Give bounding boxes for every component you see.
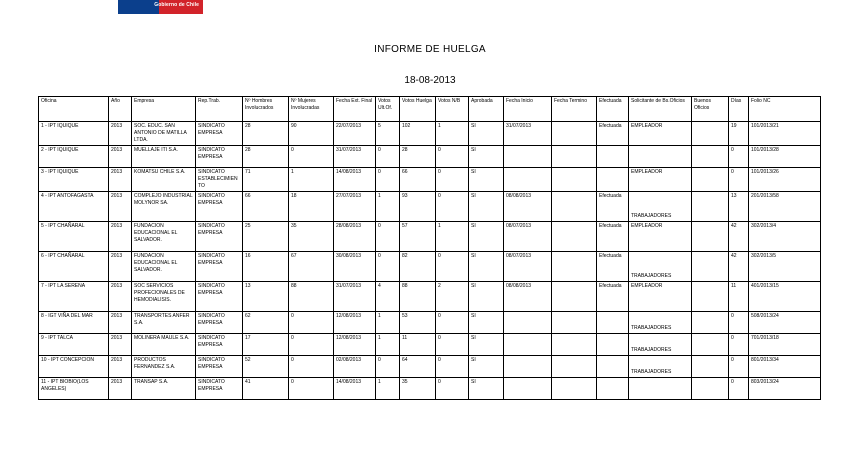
logo-text: Gobierno de Chile <box>154 2 199 8</box>
column-header: Efectuada <box>597 97 629 122</box>
table-cell: 35 <box>400 378 436 400</box>
table-cell: TRANSPORTES ANFER S.A. <box>132 312 196 334</box>
table-cell: EMPLEADOR <box>629 222 692 252</box>
table-cell: 302/2013/4 <box>749 222 821 252</box>
table-cell: 14/08/2013 <box>334 168 376 192</box>
table-cell: SINDICATO EMPRESA <box>196 146 243 168</box>
table-cell: 11 <box>400 334 436 356</box>
table-cell: 801/2013/34 <box>749 356 821 378</box>
column-header: Empresa <box>132 97 196 122</box>
table-cell: 1 <box>436 222 469 252</box>
table-cell: 0 <box>436 192 469 222</box>
table-cell: 27/07/2013 <box>334 192 376 222</box>
table-cell: SINDICATO EMPRESA <box>196 356 243 378</box>
column-header: Días <box>729 97 749 122</box>
table-cell: SINDICATO EMPRESA <box>196 334 243 356</box>
table-cell: 2013 <box>109 356 132 378</box>
table-cell: 53 <box>400 312 436 334</box>
table-cell: 0 <box>729 356 749 378</box>
table-cell: 6 - IPT CHAÑARAL <box>39 252 109 282</box>
report-date: 18-08-2013 <box>404 75 456 86</box>
table-cell: SI <box>469 312 504 334</box>
table-cell: 2013 <box>109 192 132 222</box>
table-cell: SI <box>469 168 504 192</box>
table-cell: TRABAJADORES <box>629 192 692 222</box>
table-cell: 93 <box>400 192 436 222</box>
table-cell: SI <box>469 282 504 312</box>
column-header: Oficina <box>39 97 109 122</box>
table-cell: 0 <box>376 356 400 378</box>
table-cell: 0 <box>289 356 334 378</box>
table-cell: 0 <box>376 146 400 168</box>
table-cell: 0 <box>289 334 334 356</box>
table-cell: 2013 <box>109 312 132 334</box>
table-cell: 0 <box>729 168 749 192</box>
table-cell: 8 - IGT VIÑA DEL MAR <box>39 312 109 334</box>
column-header: Buenos Oficios <box>692 97 729 122</box>
table-cell: 0 <box>729 146 749 168</box>
table-cell <box>552 312 597 334</box>
table-cell: 2013 <box>109 378 132 400</box>
table-cell: 803/2013/24 <box>749 378 821 400</box>
column-header: Folio NC <box>749 97 821 122</box>
table-cell <box>504 168 552 192</box>
table-cell: 701/2013/18 <box>749 334 821 356</box>
table-cell: 88 <box>289 282 334 312</box>
table-cell: EMPLEADOR <box>629 122 692 146</box>
table-row <box>39 192 821 222</box>
table-cell: 22/07/2013 <box>334 122 376 146</box>
table-cell: 11 <box>729 282 749 312</box>
table-cell: 08/08/2013 <box>504 192 552 222</box>
table-body <box>39 122 821 400</box>
table-cell: 66 <box>243 192 289 222</box>
table-cell: 12/08/2013 <box>334 334 376 356</box>
table-cell: SINDICATO EMPRESA <box>196 252 243 282</box>
table-cell: MUELLAJE ITI S.A. <box>132 146 196 168</box>
table-row <box>39 122 821 146</box>
table-cell: 19 <box>729 122 749 146</box>
table-cell: 101/2013/21 <box>749 122 821 146</box>
table-cell <box>597 146 629 168</box>
table-cell: 0 <box>729 334 749 356</box>
table-cell: 67 <box>289 252 334 282</box>
table-cell: 0 <box>436 146 469 168</box>
table-cell: 08/08/2013 <box>504 282 552 312</box>
table-cell: EMPLEADOR <box>629 282 692 312</box>
table-cell: 17 <box>243 334 289 356</box>
table-cell <box>552 252 597 282</box>
table-cell <box>597 312 629 334</box>
table-cell <box>692 168 729 192</box>
table-cell: SI <box>469 252 504 282</box>
table-cell: 90 <box>289 122 334 146</box>
table-cell <box>552 168 597 192</box>
table-row <box>39 168 821 192</box>
table-cell: 2013 <box>109 282 132 312</box>
table-cell <box>692 356 729 378</box>
table-cell: 88 <box>400 282 436 312</box>
table-cell: 1 <box>376 192 400 222</box>
table-cell: SI <box>469 334 504 356</box>
table-cell: SINDICATO EMPRESA <box>196 222 243 252</box>
table-cell <box>692 122 729 146</box>
table-cell: Efectuada <box>597 252 629 282</box>
table-cell: COMPLEJO INDUSTRIAL MOLYNOR SA. <box>132 192 196 222</box>
table-cell: 0 <box>436 312 469 334</box>
table-cell: 102 <box>400 122 436 146</box>
table-cell: 18 <box>289 192 334 222</box>
table-cell: Efectuada <box>597 282 629 312</box>
table-cell: 2013 <box>109 222 132 252</box>
table-cell: 2 - IPT IQUIQUE <box>39 146 109 168</box>
table-cell <box>597 378 629 400</box>
table-cell: 02/08/2013 <box>334 356 376 378</box>
table-cell <box>692 252 729 282</box>
table-cell: 28 <box>243 122 289 146</box>
table-cell <box>504 356 552 378</box>
column-header: Votos Ult.Of. <box>376 97 400 122</box>
table-cell: 1 <box>376 312 400 334</box>
table-cell: 0 <box>436 378 469 400</box>
table-cell <box>504 312 552 334</box>
table-cell: PRODUCTOS FERNANDEZ S.A. <box>132 356 196 378</box>
table-cell <box>552 122 597 146</box>
table-cell <box>692 146 729 168</box>
table-cell: 2013 <box>109 334 132 356</box>
table-cell: 42 <box>729 252 749 282</box>
gobierno-logo <box>118 0 203 14</box>
table-cell: 52 <box>243 356 289 378</box>
column-header: Fecha Ext. Final <box>334 97 376 122</box>
table-cell: 7 - IPT LA SERENA <box>39 282 109 312</box>
table-header-row <box>39 97 821 122</box>
table-row <box>39 334 821 356</box>
table-cell: Efectuada <box>597 122 629 146</box>
column-header: Rep.Trab. <box>196 97 243 122</box>
table-cell: 0 <box>436 356 469 378</box>
table-cell: 508/2013/24 <box>749 312 821 334</box>
table-cell <box>504 334 552 356</box>
table-cell <box>552 222 597 252</box>
table-cell: SINDICATO EMPRESA <box>196 378 243 400</box>
table-cell: SOC SERVICIOS PROFECIONALES DE HEMODIALISIS. <box>132 282 196 312</box>
table-row <box>39 356 821 378</box>
table-cell: TRABAJADORES <box>629 356 692 378</box>
table-cell: 35 <box>289 222 334 252</box>
table-cell: 82 <box>400 252 436 282</box>
table-cell <box>552 378 597 400</box>
table-cell: Efectuada <box>597 222 629 252</box>
table-cell: 16 <box>243 252 289 282</box>
table-cell: 66 <box>400 168 436 192</box>
column-header: Votos Huelga <box>400 97 436 122</box>
table-cell: 10 - IPT CONCEPCION <box>39 356 109 378</box>
table-cell <box>552 282 597 312</box>
table-cell: 08/07/2013 <box>504 252 552 282</box>
table-cell: 101/2013/28 <box>749 146 821 168</box>
table-row <box>39 222 821 252</box>
table-cell <box>692 222 729 252</box>
table-cell <box>552 356 597 378</box>
table-cell: 101/2013/26 <box>749 168 821 192</box>
table-cell: SI <box>469 222 504 252</box>
table-cell: TRABAJADORES <box>629 334 692 356</box>
table-cell: 42 <box>729 222 749 252</box>
report-title: INFORME DE HUELGA <box>374 44 486 55</box>
table-cell: 13 <box>243 282 289 312</box>
table-cell: 5 - IPT CHAÑARAL <box>39 222 109 252</box>
table-cell: 0 <box>376 252 400 282</box>
strike-report-table <box>38 96 821 400</box>
table-cell: 201/2013/58 <box>749 192 821 222</box>
table-cell: 0 <box>729 378 749 400</box>
table-cell <box>597 356 629 378</box>
table-cell: 2013 <box>109 122 132 146</box>
table-cell: 71 <box>243 168 289 192</box>
table-cell: TRABAJADORES <box>629 252 692 282</box>
table-cell: 2013 <box>109 252 132 282</box>
table-cell <box>504 146 552 168</box>
table-cell <box>629 378 692 400</box>
table-cell: 2013 <box>109 146 132 168</box>
column-header: Nº Mujeres Involucradas <box>289 97 334 122</box>
table-cell: SOC. EDUC. SAN ANTONIO DE MATILLA LTDA. <box>132 122 196 146</box>
table-cell: EMPLEADOR <box>629 168 692 192</box>
table-cell <box>504 378 552 400</box>
table-cell: 4 <box>376 282 400 312</box>
table-cell: 28 <box>400 146 436 168</box>
table-cell: SI <box>469 122 504 146</box>
table-cell: SI <box>469 356 504 378</box>
table-cell <box>552 146 597 168</box>
table-cell: 0 <box>436 252 469 282</box>
column-header: Votos N/B <box>436 97 469 122</box>
table-cell <box>597 334 629 356</box>
table-cell: 30/08/2013 <box>334 252 376 282</box>
table-cell: 302/2013/5 <box>749 252 821 282</box>
table-cell <box>629 146 692 168</box>
table-cell: Efectuada <box>597 192 629 222</box>
table-row <box>39 252 821 282</box>
table-cell: 0 <box>289 378 334 400</box>
table-cell: 1 <box>376 334 400 356</box>
table-cell: 41 <box>243 378 289 400</box>
table-cell: 1 <box>376 378 400 400</box>
table-cell: 13 <box>729 192 749 222</box>
table-cell: FUNDACION EDUCACIONAL EL SALVADOR. <box>132 252 196 282</box>
table-cell: 08/07/2013 <box>504 222 552 252</box>
column-header: Solicitante de Bs.Oficios <box>629 97 692 122</box>
table-cell <box>552 192 597 222</box>
column-header: Fecha Inicio <box>504 97 552 122</box>
table-cell: SINDICATO EMPRESA <box>196 122 243 146</box>
column-header: Aprobada <box>469 97 504 122</box>
table-row <box>39 378 821 400</box>
table-row <box>39 312 821 334</box>
table-cell: SINDICATO ESTABLECIMIENTO <box>196 168 243 192</box>
table-cell: 0 <box>376 168 400 192</box>
table-cell: 64 <box>400 356 436 378</box>
column-header: Año <box>109 97 132 122</box>
table-cell: 57 <box>400 222 436 252</box>
table-cell <box>692 312 729 334</box>
table-cell: 0 <box>436 168 469 192</box>
table-cell: 31/07/2013 <box>334 146 376 168</box>
table-cell: 9 - IPT TALCA <box>39 334 109 356</box>
table-cell <box>692 334 729 356</box>
table-cell: 4 - IPT ANTOFAGASTA <box>39 192 109 222</box>
table-cell <box>692 282 729 312</box>
table-cell: SINDICATO EMPRESA <box>196 192 243 222</box>
table-cell: 28/08/2013 <box>334 222 376 252</box>
table-cell <box>552 334 597 356</box>
table-cell: 14/08/2013 <box>334 378 376 400</box>
table-cell <box>692 192 729 222</box>
table-cell: 1 <box>289 168 334 192</box>
table-cell: 11 - IPT BIOBIO(LOS ANGELES) <box>39 378 109 400</box>
table-cell: 62 <box>243 312 289 334</box>
table-row <box>39 282 821 312</box>
table-cell: 3 - IPT IQUIQUE <box>39 168 109 192</box>
column-header: Fecha Termino <box>552 97 597 122</box>
table-cell: FUNDACION EDUCACIONAL EL SALVADOR. <box>132 222 196 252</box>
table-cell: 31/07/2013 <box>334 282 376 312</box>
table-cell: 0 <box>376 222 400 252</box>
table-cell: 5 <box>376 122 400 146</box>
table-row <box>39 146 821 168</box>
table-cell: SI <box>469 378 504 400</box>
table-cell: 12/08/2013 <box>334 312 376 334</box>
column-header: Nº Hombres Involucrados <box>243 97 289 122</box>
table-cell: SI <box>469 192 504 222</box>
table-cell: TRABAJADORES <box>629 312 692 334</box>
table-cell: 25 <box>243 222 289 252</box>
table-cell: SI <box>469 146 504 168</box>
table-cell: 2013 <box>109 168 132 192</box>
table-cell: 0 <box>729 312 749 334</box>
table-cell: 28 <box>243 146 289 168</box>
table-cell: SINDICATO EMPRESA <box>196 312 243 334</box>
table-cell: KOMATSU CHILE S.A. <box>132 168 196 192</box>
table-cell: 2 <box>436 282 469 312</box>
table-cell: 0 <box>289 312 334 334</box>
table-cell: 401/2013/15 <box>749 282 821 312</box>
table-cell: MOLINERA MAULE S.A. <box>132 334 196 356</box>
table-cell: TRANSAP S.A. <box>132 378 196 400</box>
table-cell <box>692 378 729 400</box>
table-cell: 0 <box>436 334 469 356</box>
table-cell: SINDICATO EMPRESA <box>196 282 243 312</box>
table-cell: 31/07/2013 <box>504 122 552 146</box>
table-cell: 1 - IPT IQUIQUE <box>39 122 109 146</box>
table-cell <box>597 168 629 192</box>
table-cell: 0 <box>289 146 334 168</box>
table-cell: 1 <box>436 122 469 146</box>
